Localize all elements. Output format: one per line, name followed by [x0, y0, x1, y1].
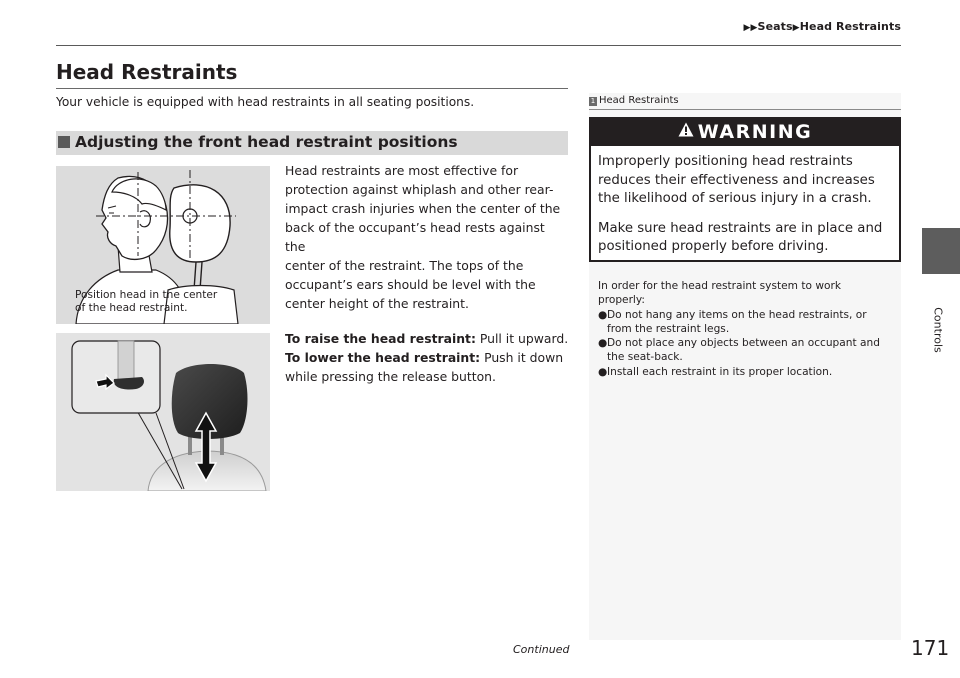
page-number: 171	[911, 636, 950, 660]
head-position-figure	[56, 166, 270, 324]
list-item: ● Do not hang any items on the head restraints, or from the restraint legs.	[598, 308, 867, 335]
note-body: In order for the head restraint system to work properly: ● Do not hang any items on the head restraints, or from the restraint legs. ● Do not place any objects between an occupant and the seat-back. ● Install each restraint in its proper location.	[598, 279, 894, 379]
bullet-icon: ●	[598, 308, 608, 321]
chapter-tab-marker[interactable]	[922, 228, 960, 274]
warning-triangle-icon	[678, 122, 694, 141]
warning-box	[589, 117, 901, 262]
section-heading-bar	[56, 131, 568, 155]
breadcrumb-topic[interactable]: Head Restraints	[799, 20, 901, 33]
figure-caption: Position head in the center of the head restraint.	[75, 289, 218, 314]
warning-label: WARNING	[697, 121, 813, 143]
adjust-restraint-figure	[56, 333, 270, 491]
lower-instruction: To lower the head restraint: Push it down	[285, 350, 564, 365]
adjust-instructions: To raise the head restraint: Pull it upward. To lower the head restraint: Push it down while pressing the release button.	[285, 329, 575, 386]
breadcrumb	[744, 20, 902, 33]
bullet-icon: ●	[598, 337, 608, 350]
header-divider	[56, 45, 901, 46]
section-heading: Adjusting the front head restraint positions	[75, 133, 458, 151]
title-divider	[56, 88, 568, 89]
chapter-tab-label[interactable]: Controls	[931, 307, 945, 353]
note-title: 1 Head Restraints	[590, 95, 679, 106]
warning-header	[591, 119, 899, 146]
continued-label: Continued	[513, 643, 570, 656]
list-item: ● Do not place any objects between an occupant and the seat-back.	[598, 337, 880, 364]
page-title: Head Restraints	[56, 60, 238, 84]
note-bullet-list	[598, 308, 894, 379]
breadcrumb-arrow-icon: ▶▶	[743, 23, 758, 33]
breadcrumb-arrow-icon: ▶	[792, 23, 800, 33]
breadcrumb-section[interactable]: Seats	[757, 20, 793, 33]
section-marker-icon	[58, 136, 70, 148]
raise-instruction: To raise the head restraint: Pull it upward.	[285, 331, 569, 346]
note-divider	[589, 109, 901, 110]
warning-text: Improperly positioning head restraints reduces their effectiveness and increases the likelihood of serious injury in a crash. Make sure head restraints are in place and positioned properly before driving.	[598, 154, 883, 254]
bullet-icon: ●	[598, 365, 608, 378]
note-number-badge: 1	[590, 97, 596, 105]
list-item: ● Install each restraint in its proper location.	[598, 365, 833, 378]
section-body: Head restraints are most effective for protection against whiplash and other rear- impact crash injuries when the center of the back of the occupant’s head rests against the center of the restraint. The tops of the occupant’s ears should be level with the center height of the restraint.	[285, 163, 561, 311]
adjust-restraint-illustration	[56, 333, 270, 491]
intro-text: Your vehicle is equipped with head restraints in all seating positions.	[56, 95, 475, 109]
